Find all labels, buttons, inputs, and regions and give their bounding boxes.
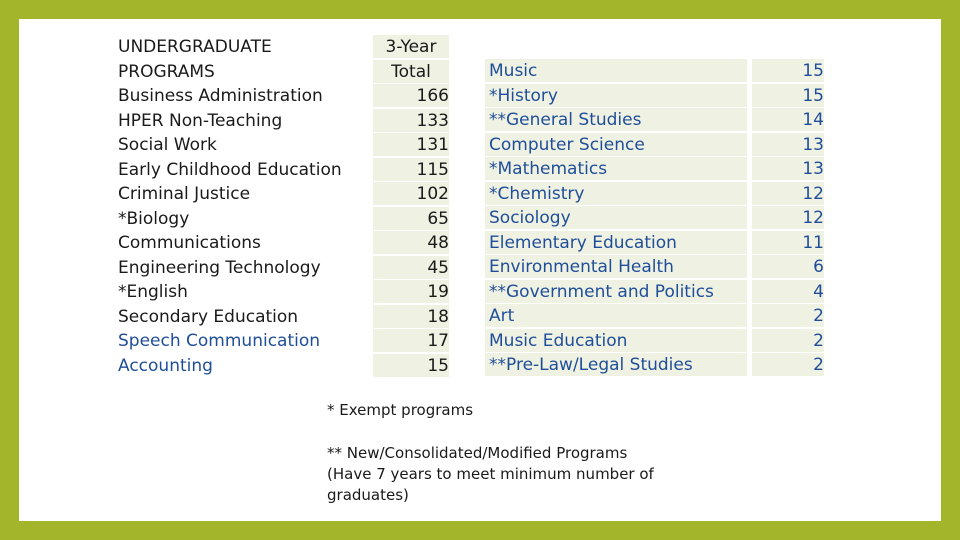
left-table-row (118, 256, 454, 279)
left-table-row (118, 84, 454, 107)
program-name: Speech Communication (118, 331, 321, 351)
program-name: *Chemistry (485, 182, 747, 205)
program-name: Early Childhood Education (118, 159, 342, 180)
program-name: Music Education (485, 329, 747, 352)
program-name: Sociology (485, 206, 747, 229)
left-table-row (118, 133, 454, 156)
program-name: **Pre-Law/Legal Studies (485, 353, 747, 376)
program-name: Engineering Technology (118, 257, 321, 278)
right-table-row (485, 206, 830, 229)
right-table-row (485, 280, 830, 303)
program-total: 15 (752, 84, 824, 107)
program-total: 133 (373, 109, 449, 132)
right-table (485, 59, 830, 379)
program-total: 13 (752, 157, 824, 180)
note-exempt: * Exempt programs (327, 401, 474, 419)
program-name: Environmental Health (485, 255, 747, 278)
program-total: 15 (752, 59, 824, 82)
header-program-line-1: UNDERGRADUATE (118, 37, 272, 57)
program-total: 17 (373, 329, 449, 352)
program-total: 115 (373, 158, 449, 181)
program-name: Elementary Education (485, 231, 747, 254)
program-name: HPER Non-Teaching (118, 110, 283, 131)
program-name: Criminal Justice (118, 184, 251, 204)
left-table-row (118, 305, 454, 328)
program-name: *Mathematics (485, 157, 747, 180)
program-total: 12 (752, 206, 824, 229)
right-table-row (485, 59, 830, 82)
note-new-line-3: graduates) (327, 486, 409, 504)
right-table-row (485, 255, 830, 278)
right-table-row (485, 133, 830, 156)
left-table-row (118, 207, 454, 230)
right-table-row (485, 84, 830, 107)
right-table-row (485, 329, 830, 352)
left-table-row (118, 280, 454, 303)
left-table-row (118, 158, 454, 181)
program-total: 18 (373, 305, 449, 328)
right-table-row (485, 182, 830, 205)
left-header-row-1 (118, 35, 454, 58)
program-total: 14 (752, 108, 824, 131)
program-total: 12 (752, 182, 824, 205)
program-name: **General Studies (485, 108, 747, 131)
right-table-row (485, 231, 830, 254)
left-table (118, 35, 454, 379)
program-name: Accounting (118, 355, 213, 376)
left-table-row (118, 182, 454, 205)
program-total: 131 (373, 133, 449, 156)
program-name: Computer Science (485, 133, 747, 156)
program-total: 48 (373, 231, 449, 254)
left-table-row (118, 354, 454, 377)
program-name: Secondary Education (118, 306, 299, 327)
note-new-line-2: (Have 7 years to meet minimum number of (327, 465, 654, 483)
right-table-row (485, 108, 830, 131)
program-total: 6 (752, 255, 824, 278)
program-total: 65 (373, 207, 449, 230)
left-table-row (118, 109, 454, 132)
program-name: Music (485, 59, 747, 82)
program-total: 19 (373, 280, 449, 303)
program-name: *English (118, 282, 188, 302)
program-total: 11 (752, 231, 824, 254)
program-total: 13 (752, 133, 824, 156)
note-new-line-1: ** New/Consolidated/Modified Programs (327, 444, 628, 462)
left-header-row-2 (118, 60, 454, 83)
program-name: Communications (118, 233, 261, 253)
footnotes (327, 400, 687, 506)
program-total: 166 (373, 84, 449, 107)
program-total: 2 (752, 304, 824, 327)
program-name: Business Administration (118, 86, 323, 106)
program-total: 45 (373, 256, 449, 279)
program-total: 2 (752, 353, 824, 376)
program-name: **Government and Politics (485, 280, 747, 303)
left-table-row (118, 329, 454, 352)
program-total: 102 (373, 182, 449, 205)
program-name: *History (485, 84, 747, 107)
program-name: Art (485, 304, 747, 327)
program-total: 15 (373, 354, 449, 377)
header-total-line-2: Total (373, 60, 449, 83)
program-name: Social Work (118, 135, 217, 155)
header-program-line-2: PROGRAMS (118, 61, 215, 82)
program-total: 4 (752, 280, 824, 303)
right-table-row (485, 304, 830, 327)
left-table-row (118, 231, 454, 254)
right-table-row (485, 353, 830, 376)
right-table-row (485, 157, 830, 180)
program-name: *Biology (118, 208, 190, 229)
header-total-line-1: 3-Year (373, 35, 449, 58)
program-total: 2 (752, 329, 824, 352)
